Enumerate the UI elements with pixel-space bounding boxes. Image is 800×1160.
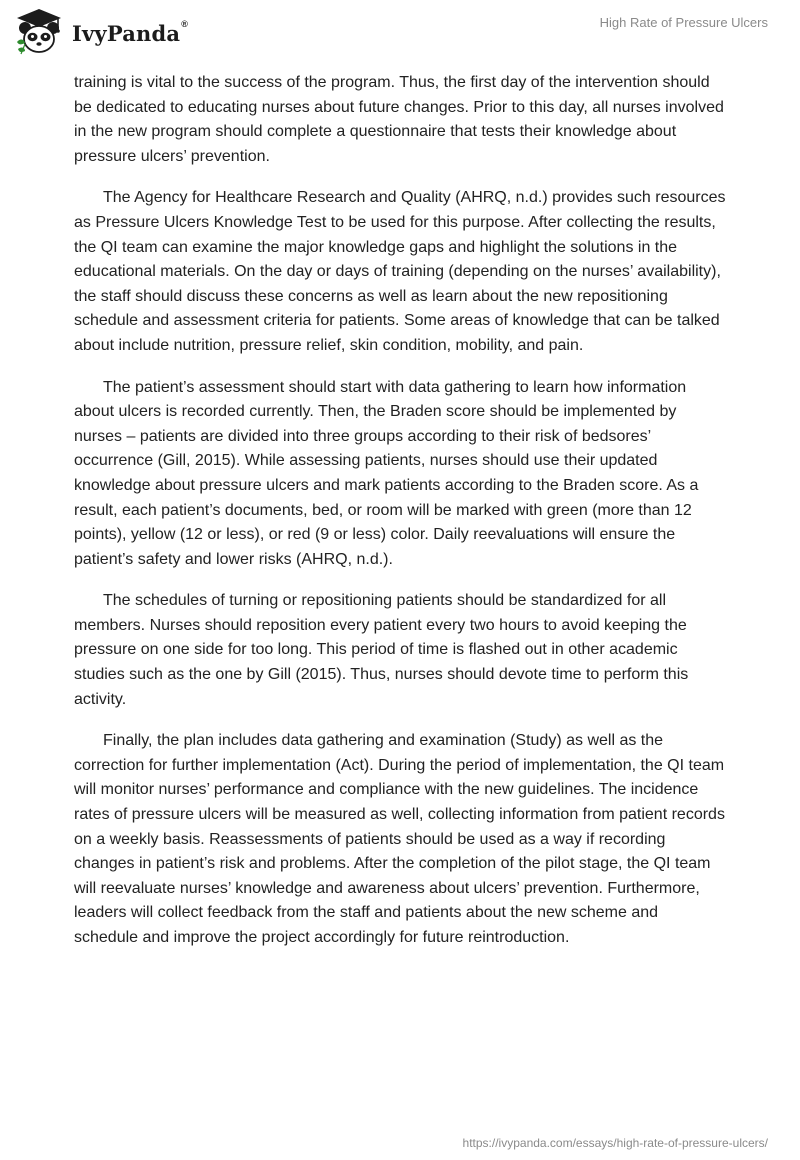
paragraph-1: training is vital to the success of the program. Thus, the first day of the intervention should be dedicated to educating nurses about future changes. Prior to this day, all nurses involved in the new program should complete a questionnaire that tests their knowledge about pressure ulcers’ prevention. bbox=[74, 74, 724, 165]
document-title: High Rate of Pressure Ulcers bbox=[599, 15, 768, 30]
source-url[interactable]: https://ivypanda.com/essays/high-rate-of-pressure-ulcers/ bbox=[462, 1136, 768, 1150]
paragraph-3: The patient’s assessment should start with data gathering to learn how information about ulcers is recorded currently. Then, the Braden score should be implemented by nurses – patients are divided into three groups according to their risk of bedsores’ occurrence (Gill, 2015). While assessing patients, nurses should use their updated knowledge about pressure ulcers and mark patients according to the Braden score. As a result, each patient’s documents, bed, or room will be marked with green (more than 12 points), yellow (12 or less), or red (9 or less) color. Daily reevaluations will ensure the patient’s safety and lower risks (AHRQ, n.d.). bbox=[74, 378, 699, 568]
brand-logo[interactable] bbox=[14, 8, 188, 56]
panda-graduation-cap-logo-icon bbox=[14, 8, 64, 56]
essay-body bbox=[74, 71, 726, 968]
brand-name: IvyPanda® bbox=[72, 18, 189, 46]
page-header bbox=[0, 0, 800, 60]
paragraph-4: The schedules of turning or repositioning patients should be standardized for all members. Nurses should reposition every patient every two hours to avoid keeping the pressure on one side for too long. This period of time is flashed out in other academic studies such as the one by Gill (2015). Thus, nurses should devote time to perform this activity. bbox=[74, 592, 689, 708]
paragraph-2: The Agency for Healthcare Research and Quality (AHRQ, n.d.) provides such resources as Pressure Ulcers Knowledge Test to be used for this purpose. After collecting the results, the QI team can examine the major knowledge gaps and highlight the solutions in the educational materials. On the day or days of training (depending on the nurses’ availability), the staff should discuss these concerns as well as learn about the new repositioning schedule and assessment criteria for patients. Some areas of knowledge that can be talked about include nutrition, pressure relief, skin condition, mobility, and pain. bbox=[74, 189, 726, 354]
registered-mark: ® bbox=[181, 18, 189, 29]
paragraph-5: Finally, the plan includes data gathering and examination (Study) as well as the correction for further implementation (Act). During the period of implementation, the QI team will monitor nurses’ performance and compliance with the new guidelines. The incidence rates of pressure ulcers will be measured as well, collecting information from patient records on a weekly basis. Reassessments of patients should be used as a way if recording changes in patient’s risk and problems. After the completion of the pilot stage, the QI team will reevaluate nurses’ knowledge and awareness about ulcers’ prevention. Furthermore, leaders will collect feedback from the staff and patients about the new scheme and schedule and improve the project accordingly for future reintroduction. bbox=[74, 732, 725, 946]
